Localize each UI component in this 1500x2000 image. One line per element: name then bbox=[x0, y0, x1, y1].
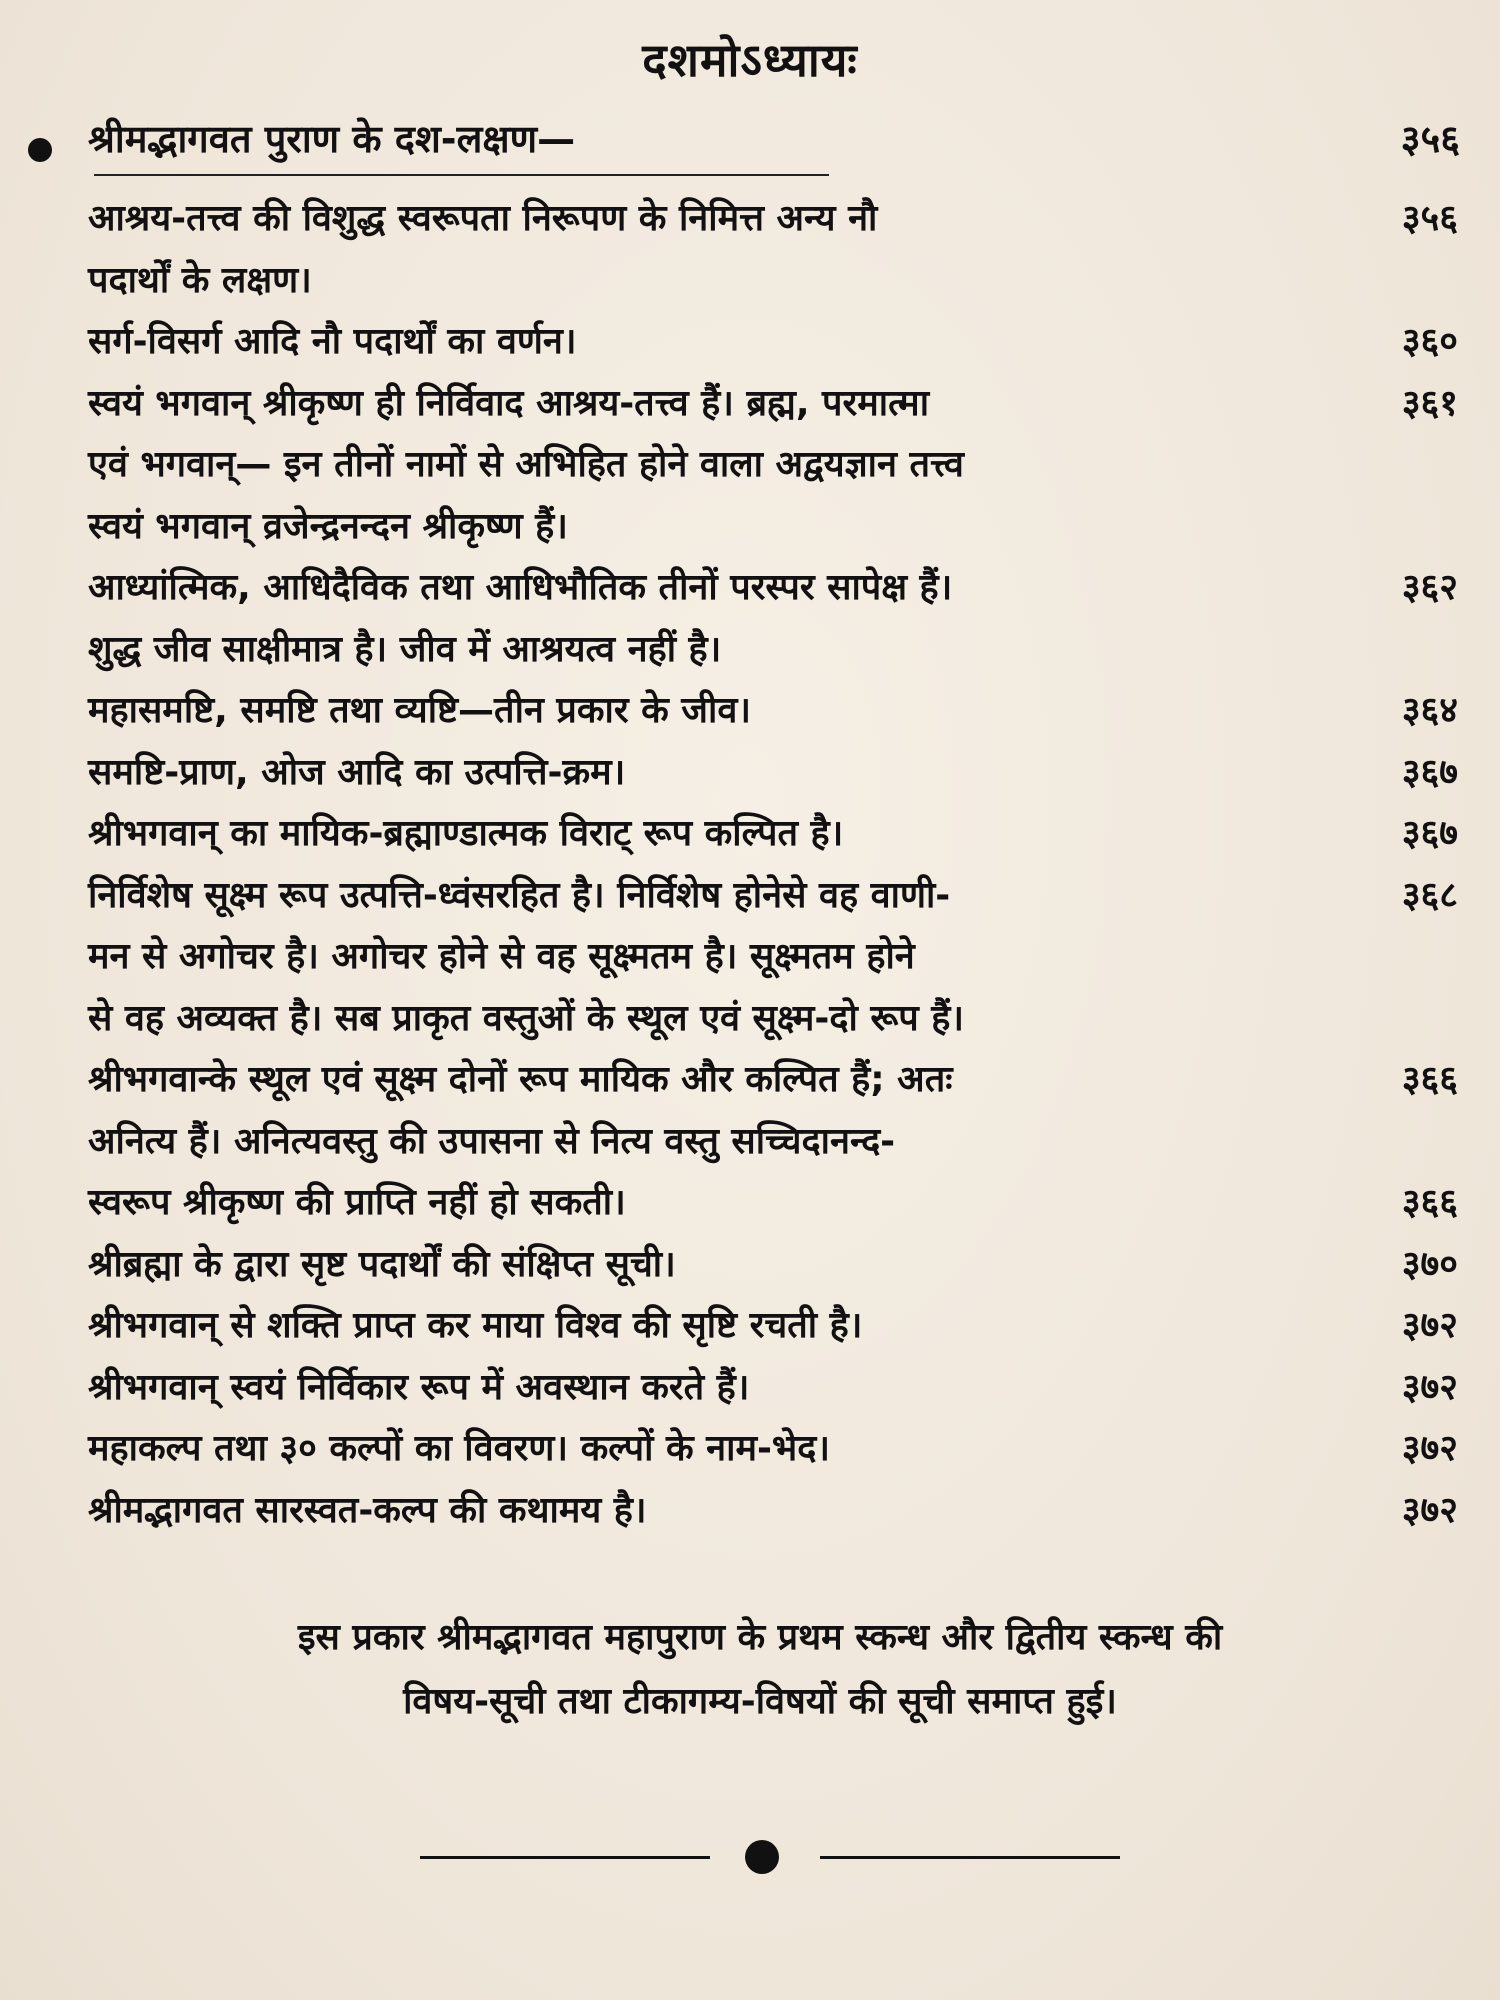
toc-entry-line: महाकल्प तथा ३० कल्पों का विवरण। कल्पों के नाम-भेद। bbox=[88, 1428, 831, 1469]
section-heading bbox=[20, 112, 1460, 172]
toc-entry bbox=[88, 1480, 1458, 1542]
toc-page-number: ३६७ bbox=[1401, 751, 1458, 793]
toc-entry bbox=[88, 1295, 1458, 1357]
toc-entry-line: से वह अव्यक्त है। सब प्राकृत वस्तुओं के स्थूल एवं सूक्ष्म-दो रूप हैं। bbox=[88, 997, 965, 1039]
conclusion-line: विषय-सूची तथा टीकागम्य-विषयों की सूची समाप्त हुई। bbox=[403, 1681, 1117, 1722]
toc-entry bbox=[88, 311, 1458, 373]
toc-entry bbox=[88, 803, 1458, 865]
toc-entry-line: आध्यांत्मिक, आधिदैविक तथा आधिभौतिक तीनों परस्पर सापेक्ष हैं। bbox=[88, 567, 953, 608]
toc-page-number: ३७० bbox=[1401, 1243, 1458, 1285]
toc-entry bbox=[88, 373, 1458, 558]
toc-page-number: ३६० bbox=[1401, 321, 1458, 362]
table-of-contents bbox=[88, 188, 1458, 1541]
toc-page-number: ३६२ bbox=[1401, 567, 1458, 608]
chapter-title: दशमोऽध्यायः bbox=[642, 33, 858, 87]
toc-entry-line: निर्विशेष सूक्ष्म रूप उत्पत्ति-ध्वंसरहित है। निर्विशेष होनेसे वह वाणी- bbox=[88, 874, 951, 916]
bullet-icon bbox=[28, 138, 52, 162]
heading-underline bbox=[94, 174, 829, 176]
ornament-rule-right bbox=[820, 1856, 1120, 1859]
toc-entry-line: श्रीब्रह्मा के द्वारा सृष्ट पदार्थों की संक्षिप्त सूची। bbox=[88, 1243, 676, 1285]
toc-page-number: ३७२ bbox=[1401, 1428, 1458, 1469]
conclusion-note bbox=[60, 1606, 1460, 1734]
toc-entry-line: श्रीभगवान् से शक्ति प्राप्त कर माया विश्व की सृष्टि रचती है। bbox=[88, 1305, 863, 1346]
toc-page-number: ३६४ bbox=[1401, 690, 1458, 731]
toc-entry bbox=[88, 1172, 1458, 1234]
end-ornament bbox=[400, 1838, 1120, 1878]
toc-page-number: ३७२ bbox=[1401, 1366, 1458, 1408]
ornament-dot-icon bbox=[745, 1840, 779, 1874]
section-page-number: ३५६ bbox=[1400, 117, 1460, 161]
toc-page-number: ३६८ bbox=[1401, 874, 1458, 916]
toc-entry-line: मन से अगोचर है। अगोचर होने से वह सूक्ष्मतम है। सूक्ष्मतम होने bbox=[88, 936, 915, 977]
toc-entry-line: महासमष्टि, समष्टि तथा व्यष्टि—तीन प्रकार के जीव। bbox=[88, 690, 752, 731]
toc-entry-line: श्रीभगवान् स्वयं निर्विकार रूप में अवस्थान करते हैं। bbox=[88, 1366, 750, 1408]
toc-entry-line: अनित्य हैं। अनित्यवस्तु की उपासना से नित्य वस्तु सच्चिदानन्द- bbox=[88, 1120, 896, 1162]
ornament-rule-left bbox=[420, 1856, 710, 1859]
toc-entry bbox=[88, 188, 1458, 311]
toc-entry-line: एवं भगवान्— इन तीनों नामों से अभिहित होने वाला अद्वयज्ञान तत्त्व bbox=[88, 444, 964, 485]
toc-entry-line: सर्ग-विसर्ग आदि नौ पदार्थों का वर्णन। bbox=[88, 321, 577, 362]
toc-entry-line: स्वरूप श्रीकृष्ण की प्राप्ति नहीं हो सकती। bbox=[88, 1182, 626, 1223]
section-title: श्रीमद्भागवत पुराण के दश-लक्षण— bbox=[88, 117, 576, 161]
toc-page-number: ३५६ bbox=[1401, 198, 1458, 239]
toc-entry bbox=[88, 557, 1458, 680]
toc-page-number: ३७२ bbox=[1401, 1305, 1458, 1346]
toc-entry-line: स्वयं भगवान् श्रीकृष्ण ही निर्विवाद आश्रय-तत्त्व हैं। ब्रह्म, परमात्मा bbox=[88, 382, 930, 424]
toc-entry-line: समष्टि-प्राण, ओज आदि का उत्पत्ति-क्रम। bbox=[88, 751, 626, 793]
toc-entry bbox=[88, 1234, 1458, 1296]
toc-entry bbox=[88, 1418, 1458, 1480]
toc-page-number: ३६१ bbox=[1401, 382, 1458, 424]
toc-entry bbox=[88, 680, 1458, 742]
conclusion-line: इस प्रकार श्रीमद्भागवत महापुराण के प्रथम स्कन्ध और द्वितीय स्कन्ध की bbox=[297, 1617, 1223, 1658]
toc-entry bbox=[88, 742, 1458, 804]
toc-page-number: ३७२ bbox=[1401, 1489, 1458, 1531]
toc-entry-line: पदार्थों के लक्षण। bbox=[88, 259, 312, 301]
toc-entry-line: श्रीभगवान्के स्थूल एवं सूक्ष्म दोनों रूप मायिक और कल्पित हैं; अतः bbox=[88, 1059, 953, 1100]
toc-entry-line: स्वयं भगवान् व्रजेन्द्रनन्दन श्रीकृष्ण हैं। bbox=[88, 505, 568, 547]
toc-entry bbox=[88, 865, 1458, 1050]
toc-entry-line: आश्रय-तत्त्व की विशुद्ध स्वरूपता निरूपण के निमित्त अन्य नौ bbox=[88, 198, 878, 239]
toc-page-number: ३६६ bbox=[1401, 1059, 1458, 1100]
toc-entry bbox=[88, 1357, 1458, 1419]
toc-page-number: ३६७ bbox=[1401, 813, 1458, 854]
toc-entry bbox=[88, 1049, 1458, 1172]
toc-entry-line: श्रीभगवान् का मायिक-ब्रह्माण्डात्मक विराट् रूप कल्पित है। bbox=[88, 813, 844, 854]
toc-entry-line: श्रीमद्भागवत सारस्वत-कल्प की कथामय है। bbox=[88, 1489, 647, 1531]
toc-page-number: ३६६ bbox=[1401, 1182, 1458, 1223]
toc-entry-line: शुद्ध जीव साक्षीमात्र है। जीव में आश्रयत्व नहीं है। bbox=[88, 628, 722, 670]
